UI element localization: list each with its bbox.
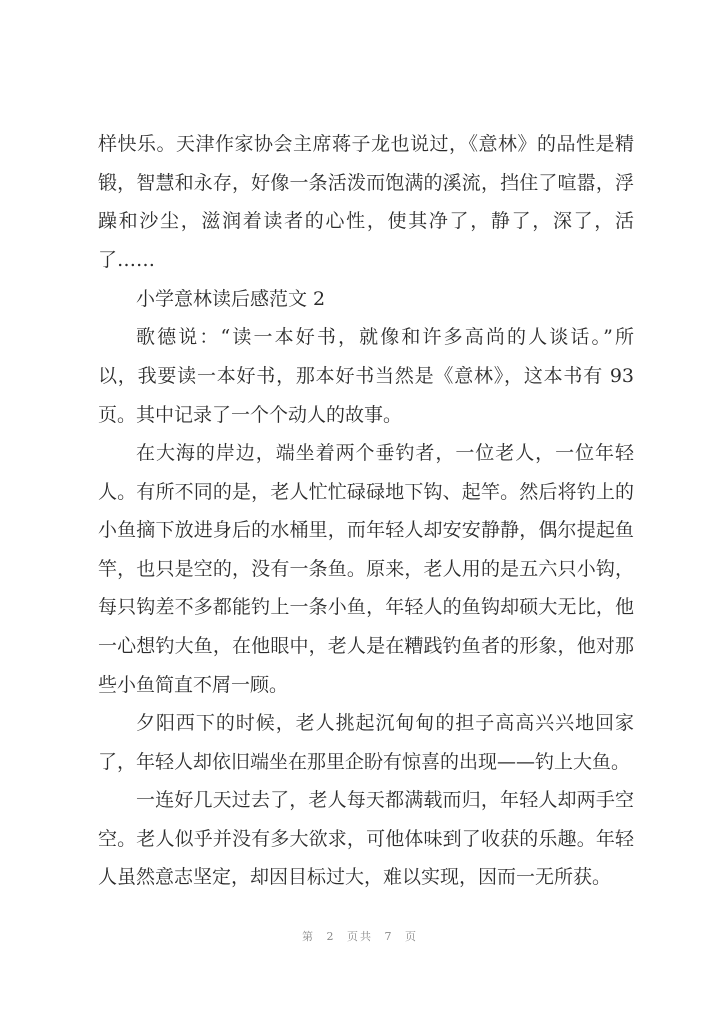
text-line: 人虽然意志坚定，却因目标过大，难以实现，因而一无所获。	[98, 866, 612, 888]
text-line: 每只钩差不多都能钓上一条小鱼，年轻人的鱼钩却硕大无比，他	[98, 596, 634, 618]
text-line: 了，年轻人却依旧端坐在那里企盼有惊喜的出现——钓上大鱼。	[98, 751, 631, 773]
text-line: 样快乐。天津作家协会主席蒋子龙也说过，《意林》的品性是精	[98, 133, 634, 155]
text-line: 夕阳西下的时候，老人挑起沉甸甸的担子高高兴兴地回家	[136, 712, 634, 734]
text-line: 躁和沙尘，滋润着读者的心性，使其净了，静了，深了，活	[98, 210, 634, 232]
text-line: 小鱼摘下放进身后的水桶里，而年轻人却安安静静，偶尔提起鱼	[98, 519, 634, 541]
text-line: 了……	[98, 249, 156, 271]
text-line: 在大海的岸边，端坐着两个垂钓者，一位老人，一位年轻	[136, 442, 634, 464]
text-line: 空。老人似乎并没有多大欲求，可他体味到了收获的乐趣。年轻	[98, 828, 634, 850]
text-line: 些小鱼简直不屑一顾。	[98, 674, 289, 696]
text-line: 以，我要读一本好书，那本好书当然是《意林》，这本书有 93	[98, 365, 634, 387]
text-line: 锻，智慧和永存，好像一条活泼而饱满的溪流，挡住了喧嚣，浮	[98, 172, 634, 194]
text-line: 竿，也只是空的，没有一条鱼。原来，老人用的是五六只小钩，	[98, 558, 634, 580]
text-line: 一连好几天过去了，老人每天都满载而归，年轻人却两手空	[136, 789, 634, 811]
text-line: 一心想钓大鱼，在他眼中，老人是在糟践钓鱼者的形象，他对那	[98, 635, 634, 657]
text-line: 歌德说：“读一本好书，就像和许多高尚的人谈话。”所	[136, 326, 634, 348]
text-line: 人。有所不同的是，老人忙忙碌碌地下钩、起竿。然后将钓上的	[98, 481, 634, 503]
text-line: 页。其中记录了一个个动人的故事。	[98, 404, 403, 426]
section-heading: 小学意林读后感范文 2	[136, 288, 326, 310]
page-number-footer: 第 2 页共 7 页	[302, 930, 418, 943]
